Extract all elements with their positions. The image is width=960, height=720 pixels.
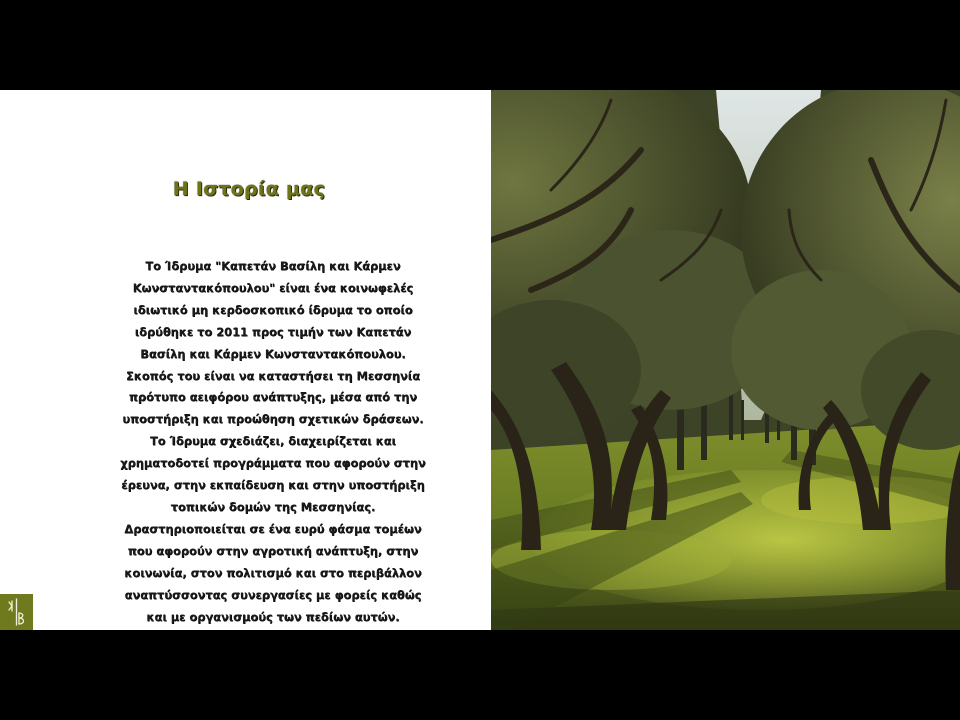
olive-grove-photo (491, 90, 960, 630)
monogram-svg (0, 594, 33, 630)
history-paragraph: Το Ίδρυμα "Καπετάν Βασίλη και Κάρμεν Κωνσταντακόπουλου" είναι ένα κοινωφελές ιδιωτικό μη κερδοσκοπικό ίδρυμα το οποίο ιδρύθηκε το 2011 προς τιμήν των Καπετάν Βασίλη και Κάρμεν Κωνσταντακόπουλου. Σκοπός του είναι να καταστήσει τη Μεσσηνία πρότυπο αειφόρου ανάπτυξης, μέσα από την υποστήριξη και προώθηση σχετικών δράσεων. Το Ίδρυμα σχεδιάζει, διαχειρίζεται και χρηματοδοτεί προγράμματα που αφορούν στην έρευνα, στην εκπαίδευση και στην υποστήριξη τοπικών δομών της Μεσσηνίας. Δραστηριοποιείται σε ένα ευρύ φάσμα τομέων που αφορούν στην αγροτική ανάπτυξη, στην κοινωνία, στον πολιτισμό και στο περιβάλλον αναπτύσσοντας συνεργασίες με φορείς καθώς και με οργανισμούς των πεδίων αυτών. (120, 259, 426, 624)
foundation-monogram-icon (0, 594, 33, 630)
slide-title: Η Ιστορία μας (172, 178, 326, 200)
olive-grove-illustration (491, 90, 960, 630)
slide (0, 90, 960, 630)
text-panel (0, 90, 491, 630)
